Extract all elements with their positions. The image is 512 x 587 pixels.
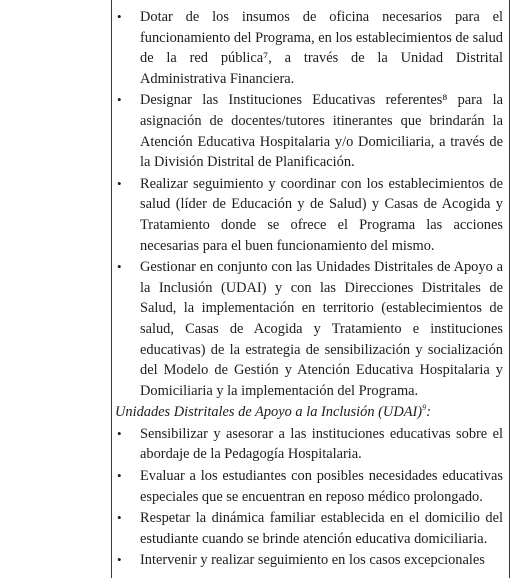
udai-responsibilities-list	[115, 424, 503, 571]
bullet-icon: •	[117, 9, 122, 24]
section-heading-colon: :	[426, 404, 431, 421]
list-item-text: Intervenir y realizar seguimiento en los casos excepcionales	[140, 552, 485, 569]
list-item	[115, 174, 503, 256]
list-item-text: Respetar la dinámica familiar establecida en el domicilio del estudiante cuando se brinde atención educativa domiciliaria.	[140, 510, 503, 547]
section-heading-text: Unidades Distritales de Apoyo a la Inclusión (UDAI)	[115, 404, 423, 421]
responsibilities-list	[115, 7, 503, 401]
list-item	[115, 7, 503, 89]
section-heading-udai	[115, 402, 503, 423]
bullet-icon: •	[117, 510, 122, 526]
list-item	[115, 508, 503, 549]
footnote-marker: 9	[422, 403, 427, 413]
table-left-border	[111, 0, 112, 587]
list-item	[115, 257, 503, 401]
bullet-icon: •	[117, 175, 122, 191]
list-item-text: Evaluar a los estudiantes con posibles necesidades educativas especiales que se encuentran en reposo médico prolongado.	[140, 468, 503, 505]
list-item	[115, 90, 503, 172]
bullet-icon: •	[117, 468, 122, 484]
bullet-icon: •	[117, 92, 122, 108]
bullet-icon: •	[117, 425, 122, 441]
bullet-icon: •	[117, 259, 122, 275]
page-cut-off	[0, 578, 512, 587]
list-item-text: Realizar seguimiento y coordinar con los establecimientos de salud (líder de Educación y de Salud) y Casas de Acogida y Tratamiento donde se ofrece el Programa las acciones necesarias para el buen funcionamiento del mismo.	[140, 175, 503, 254]
list-item-text: Sensibilizar y asesorar a las instituciones educativas sobre el abordaje de la Pedagogía Hospitalaria.	[140, 425, 503, 463]
list-item	[115, 466, 503, 507]
list-item-text: Designar las Instituciones Educativas referentes⁸ para la asignación de docentes/tutores itinerantes que brindarán la Atención Educativa Hospitalaria y/o Domiciliaria, a través de la División Distrital de Planificación.	[140, 92, 503, 171]
list-item	[115, 550, 503, 571]
list-item-text: Dotar de los insumos de oficina necesarios para el funcionamiento del Programa, en los establecimientos de salud de la red pública⁷, a través de la Unidad Distrital Administrativa Financiera.	[140, 9, 503, 87]
table-cell-content	[115, 7, 503, 572]
list-item-text: Gestionar en conjunto con las Unidades Distritales de Apoyo a la Inclusión (UDAI) y con las Direcciones Distritales de Salud, la implementación en territorio (establecimientos de salud, Casas de Acogida y Tratamiento e instituciones educativas) de la estrategia de sensibilización y socialización del Modelo de Gestión y Atención Educativa Hospitalaria y Domiciliaria y la implementación del Programa.	[140, 259, 503, 399]
table-right-border	[509, 0, 510, 587]
bullet-icon: •	[117, 552, 122, 568]
list-item	[115, 424, 503, 465]
